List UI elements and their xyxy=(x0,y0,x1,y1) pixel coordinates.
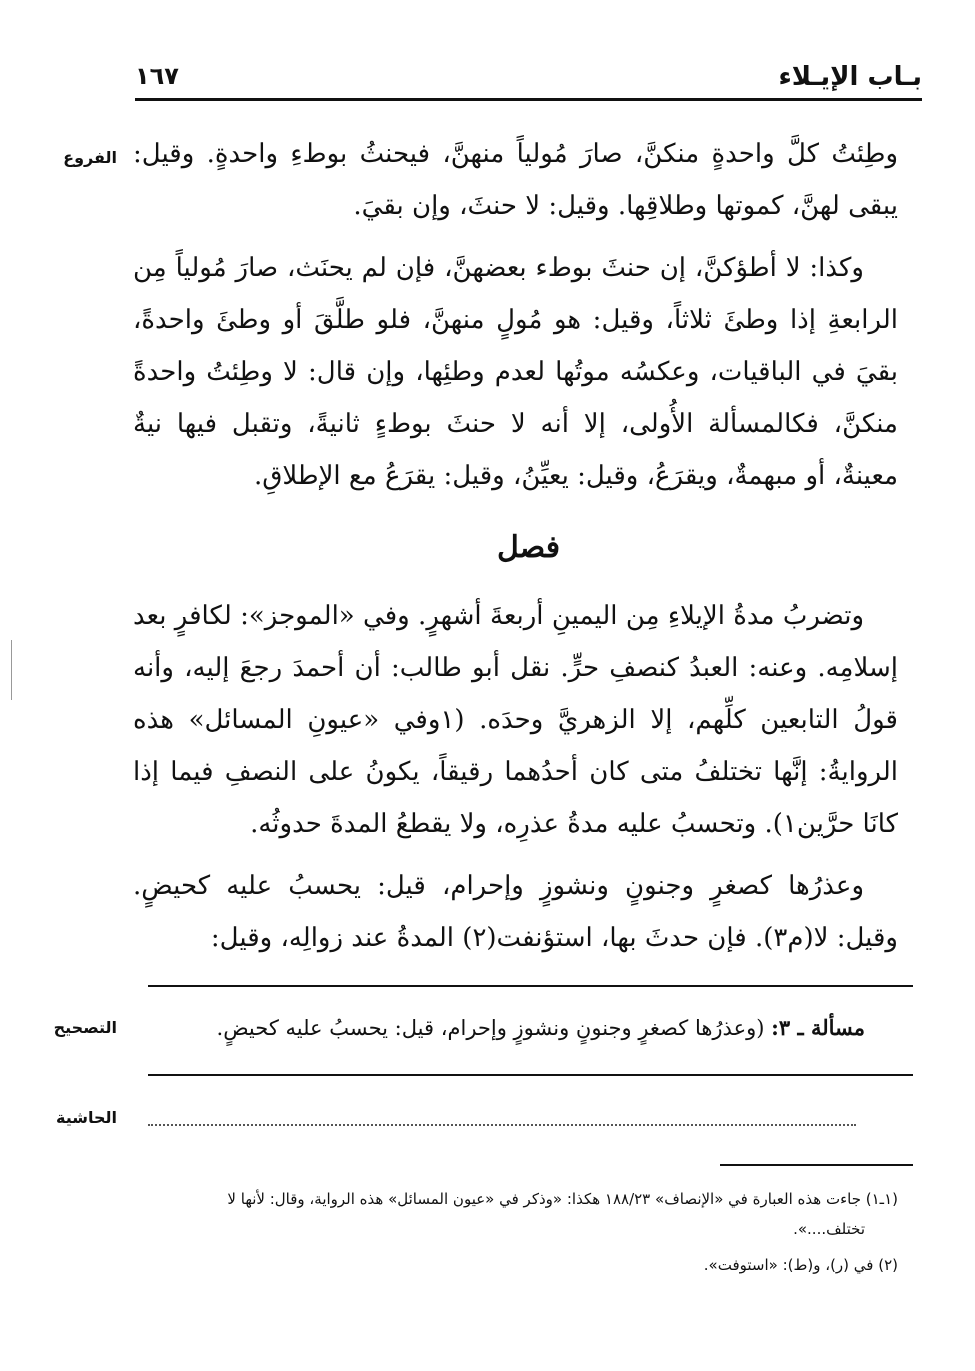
paragraph-3-text: وتضربُ مدةُ الإيلاءِ مِن اليمينِ أربعةَ أشهرٍ. وفي «الموجز»: لكافرٍ بعد إسلامِه. وعنه: العبدُ كنصفِ حرٍّ. نقل أبو طالب: أن أحمدَ رجعَ إليه، وأنه قولُ التابعين كلِّهم، إلا الزهريَّ وحدَه. (١وفي «عيونِ المسائل» هذه الروايةُ: إنَّها تختلفُ متى كان أحدُهما رقيقاً، يكونُ على النصفِ فيما إذا كانَا حرَّين١). وتحسبُ عليه مدةُ عذرِه، ولا يقطعُ المدةَ حدوثُه. xyxy=(133,601,898,839)
paragraph-2 xyxy=(133,242,898,502)
page-header xyxy=(135,62,922,96)
section-heading: فصل xyxy=(496,530,561,565)
footnote-1-line-1: (١ـ١) جاءت هذه العبارة في «الإنصاف» ١٨٨/٢٣ هكذا: «وذكر في «عيون المسائل» هذه الرواية، وقال: لأنها لا xyxy=(227,1190,898,1208)
page-number: ١٦٧ xyxy=(135,62,179,90)
paragraph-1-text: وطِئتُ كلَّ واحدةٍ منكنَّ، صارَ مُولياً منهنَّ، فيحنثُ بوطءِ واحدةٍ. وقيل: يبقى لهنَّ، كموتها وطلاقِها. وقيل: لا حنثَ، وإن بقيَ. xyxy=(133,139,898,221)
binding-margin-line xyxy=(11,640,12,700)
paragraph-4-text: وعذرُها كصغرٍ وجنونٍ ونشوزٍ وإحرام، قيل: يحسبُ عليه كحيضٍ. وقيل: لا(م٣). فإن حدثَ بها، استؤنفت(٢) المدةُ عند زوالِه، وقيل: xyxy=(133,871,898,953)
correction-bottom-rule xyxy=(148,1074,913,1076)
hashiya-dotted-line xyxy=(148,1124,856,1126)
paragraph-2-text: وكذا: لا أطؤكنَّ، إن حنثَ بوطء بعضهنَّ، فإن لم يحنَث، صارَ مُولياً مِن الرابعةِ إذا وطئَ ثلاثاً، وقيل: هو مُولٍ منهنَّ، فلو طلَّقَ أو وطئَ واحدةً، بقيَ في الباقيات، وعكسُه موتُها لعدم وطئِها، وإن قال: لا وطِئتُ واحدةً منكنَّ، فكالمسألة الأُولى، إلا أنه لا حنثَ بوطءٍ ثانيةً، وتقبل فيها نيةٌ معينةٌ، أو مبهمةٌ، ويقرَعُ، وقيل: يعيِّنُ، وقيل: يقرَعُ مع الإطلاقِ. xyxy=(133,253,898,491)
footnote-rule xyxy=(720,1164,913,1166)
paragraph-3 xyxy=(133,590,898,850)
footnote-2: (٢) في (ر)، و(ط): «استوفت». xyxy=(703,1256,898,1274)
paragraph-1 xyxy=(133,128,898,232)
margin-label-tashih: التصحيح xyxy=(53,1018,117,1037)
chapter-title: بـاب الإيـلاء xyxy=(778,62,922,92)
correction-text: (وعذرُها كصغرٍ وجنونٍ ونشوزٍ وإحرام، قيل: يحسبُ عليه كحيضٍ. xyxy=(216,1016,765,1040)
margin-label-furu: الفروع xyxy=(63,148,117,167)
paragraph-4 xyxy=(133,860,898,964)
correction-block xyxy=(135,1008,865,1048)
correction-label: مسألة ـ ٣: xyxy=(771,1015,865,1040)
footnote-1-line-2: تختلف....». xyxy=(793,1220,865,1238)
margin-label-hashiya: الحاشية xyxy=(56,1108,117,1127)
header-rule xyxy=(135,98,922,101)
correction-top-rule xyxy=(148,985,913,987)
